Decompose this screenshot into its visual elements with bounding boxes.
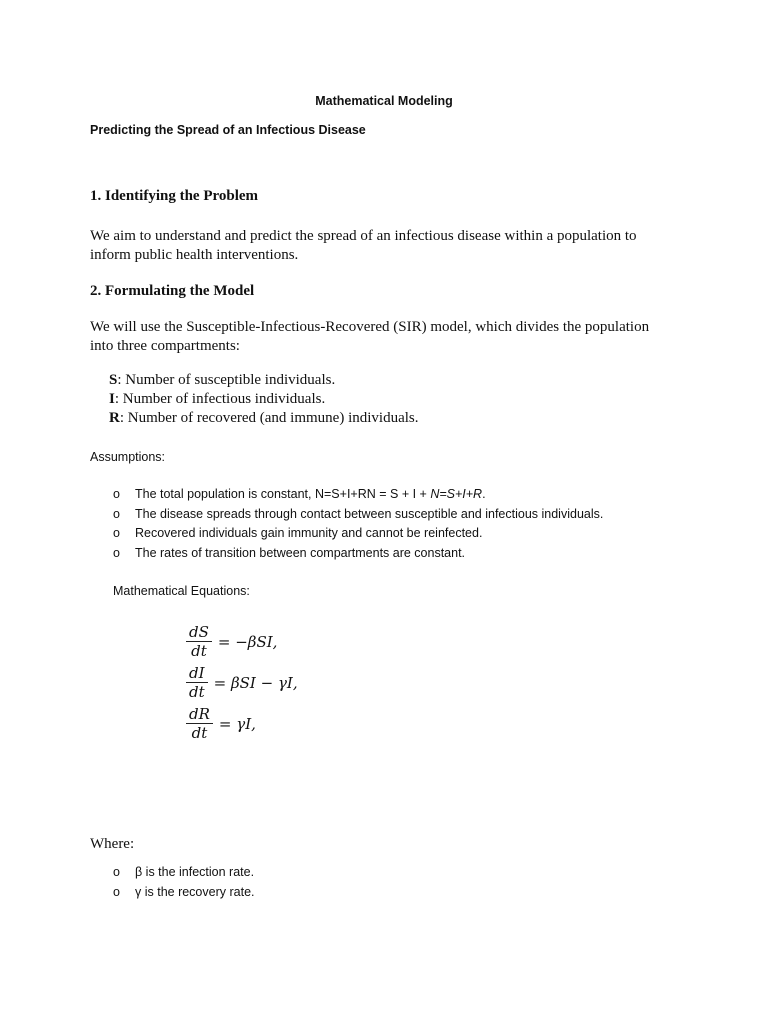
where-item: γ is the recovery rate. <box>135 885 255 899</box>
bullet-marker: o <box>113 487 120 501</box>
bullet-marker: o <box>113 546 120 560</box>
equations-label: Mathematical Equations: <box>113 584 250 598</box>
section-1-heading: 1. Identifying the Problem <box>90 188 259 204</box>
bullet-marker: o <box>113 526 120 540</box>
document-title: Mathematical Modeling <box>315 94 453 108</box>
section-1-paragraph <box>90 227 690 265</box>
equation-rhs: = γI, <box>218 714 256 733</box>
compartment-symbol: R <box>109 410 120 426</box>
equation-ds <box>186 623 277 660</box>
numerator: dS <box>186 623 212 642</box>
denominator: dt <box>191 724 208 742</box>
assumption-item: The rates of transition between compartments are constant. <box>135 546 466 560</box>
assumption-italic: N=S+I+R <box>430 487 483 501</box>
numerator: dR <box>186 705 213 724</box>
fraction <box>186 664 208 701</box>
equation-di <box>186 664 298 701</box>
compartment-text: : Number of infectious individuals. <box>114 391 326 407</box>
section-1-line-2: inform public health interventions. <box>90 247 299 263</box>
section-2-paragraph <box>90 318 690 356</box>
denominator: dt <box>189 683 205 701</box>
compartment-s <box>109 372 335 389</box>
bullet-marker: o <box>113 885 120 899</box>
compartment-text: : Number of susceptible individuals. <box>117 372 336 388</box>
section-1-line-1: We aim to understand and predict the spread of an infectious disease within a population to <box>90 228 637 244</box>
document-subtitle: Predicting the Spread of an Infectious Disease <box>90 123 366 137</box>
compartment-text: : Number of recovered (and immune) individuals. <box>119 410 419 426</box>
fraction <box>186 623 212 660</box>
compartment-r <box>109 410 419 427</box>
section-2-line-1: We will use the Susceptible-Infectious-Recovered (SIR) model, which divides the population <box>90 319 650 335</box>
section-2-heading: 2. Formulating the Model <box>90 283 255 299</box>
equation-rhs: = −βSI, <box>217 632 278 651</box>
assumption-text: The total population is constant, N=S+I+RN = S + I + <box>135 487 431 501</box>
equation-rhs: = βSI − γI, <box>213 673 298 692</box>
numerator: dI <box>186 664 208 683</box>
bullet-marker: o <box>113 507 120 521</box>
assumptions-label: Assumptions: <box>90 450 166 464</box>
fraction <box>186 705 213 742</box>
assumption-item: Recovered individuals gain immunity and cannot be reinfected. <box>135 526 483 540</box>
compartment-i <box>109 391 325 408</box>
where-item: β is the infection rate. <box>135 865 255 879</box>
where-label: Where: <box>90 836 135 852</box>
compartment-symbol: S <box>109 372 118 388</box>
equation-dr <box>186 705 256 742</box>
assumption-end: . <box>482 487 486 501</box>
compartment-symbol: I <box>109 391 115 407</box>
assumption-item <box>135 487 486 501</box>
denominator: dt <box>191 642 207 660</box>
bullet-marker: o <box>113 865 120 879</box>
assumption-item: The disease spreads through contact between susceptible and infectious individuals. <box>135 507 604 521</box>
section-2-line-2: into three compartments: <box>90 338 240 354</box>
